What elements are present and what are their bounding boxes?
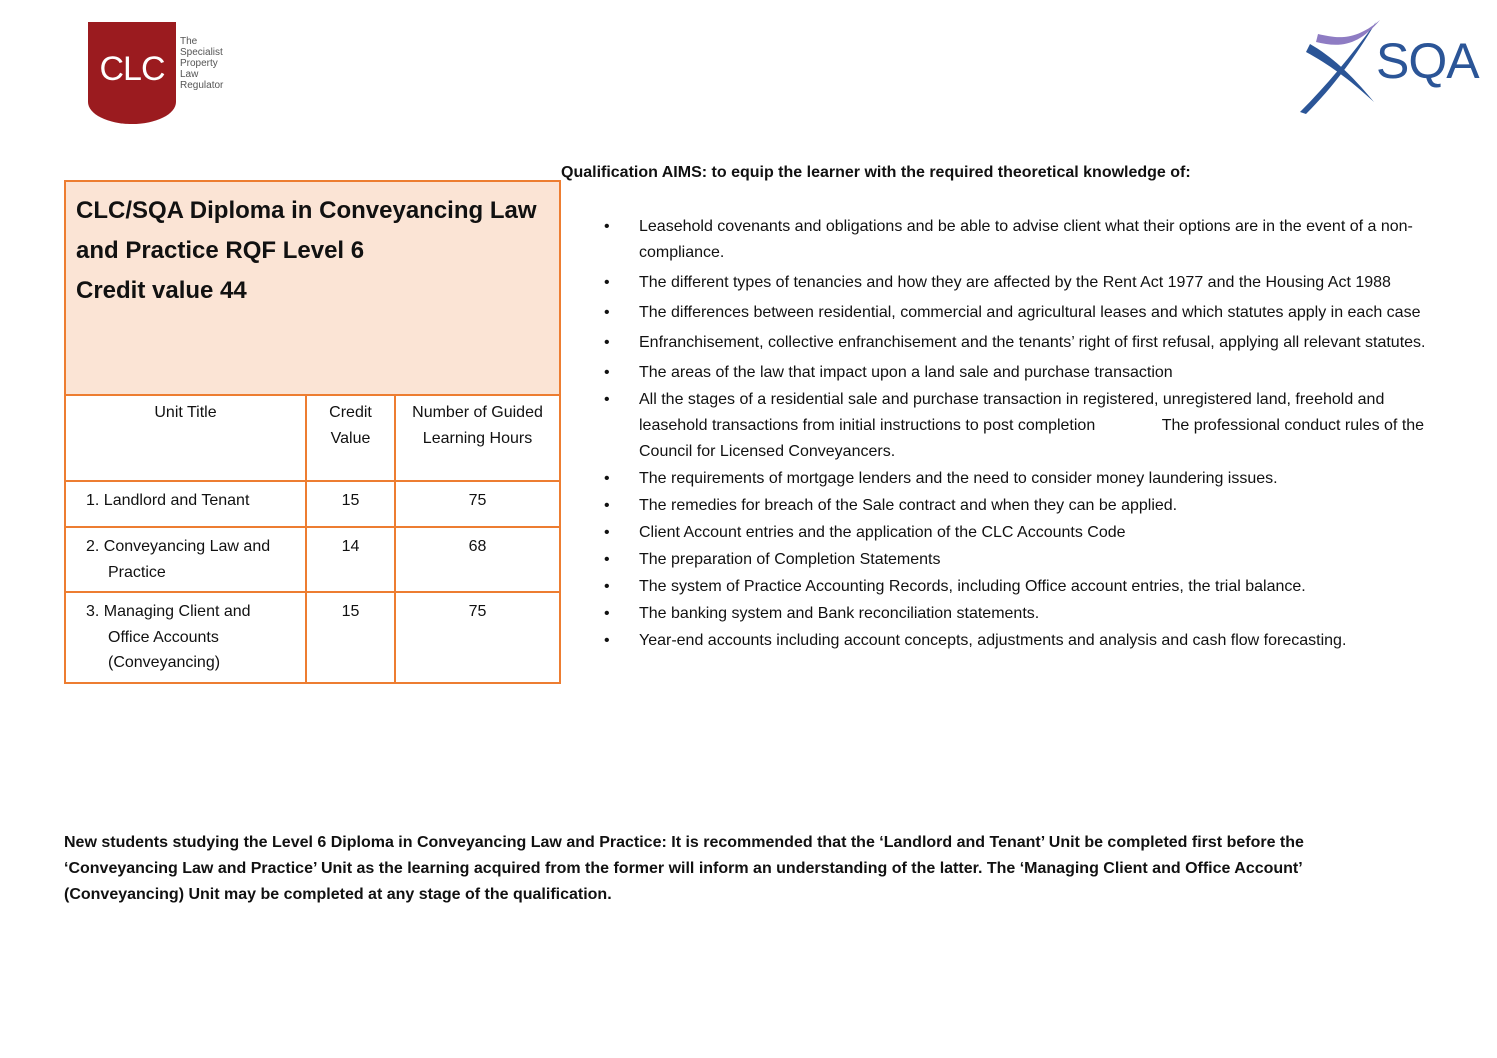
clc-tagline-line: The (180, 36, 198, 47)
list-item (604, 466, 1434, 492)
clc-tagline-line: Law (180, 69, 199, 80)
clc-mark-text: CLC (99, 50, 165, 88)
list-item (604, 601, 1434, 627)
guided-hours-cell: 68 (395, 527, 560, 592)
bullet-icon: • (604, 334, 610, 351)
table-header-row (65, 395, 560, 481)
table-row (65, 481, 560, 527)
aim-text: All the stages of a residential sale and purchase transaction in registered, unregistered land, freehold and leasehold transactions from initial instructions to post completion (639, 391, 1385, 434)
clc-tagline (180, 36, 250, 91)
aim-continuation-text: The professional conduct rules of the Council for Licensed Conveyancers. (639, 417, 1425, 460)
bullet-icon: • (604, 218, 610, 235)
clc-tagline-line: Regulator (180, 80, 224, 91)
aim-text: The areas of the law that impact upon a land sale and purchase transaction (639, 364, 1173, 381)
table-row (65, 592, 560, 683)
credit-value-cell: 15 (306, 592, 395, 683)
list-item (604, 547, 1434, 573)
aim-text: The remedies for breach of the Sale contract and when they can be applied. (639, 497, 1178, 514)
aim-text: The system of Practice Accounting Records, including Office account entries, the trial balance. (639, 578, 1306, 595)
list-item (604, 387, 1434, 465)
bullet-icon: • (604, 578, 610, 595)
guided-hours-cell: 75 (395, 592, 560, 683)
aim-text: The differences between residential, commercial and agricultural leases and which statutes apply in each case (639, 304, 1421, 321)
clc-shield-mark (88, 22, 176, 124)
bullet-icon: • (604, 274, 610, 291)
aims-heading: Qualification AIMS: to equip the learner with the required theoretical knowledge of: (561, 164, 1191, 181)
list-item (604, 214, 1434, 266)
unit-title: 2. Conveyancing Law and Practice (86, 538, 271, 581)
list-item (604, 300, 1434, 326)
list-item (604, 330, 1434, 356)
qualification-table (64, 180, 561, 684)
aim-text: Year-end accounts including account concepts, adjustments and analysis and cash flow forecasting. (639, 632, 1347, 649)
qualification-title-line: CLC/SQA Diploma in Conveyancing Law (76, 197, 537, 224)
bullet-icon: • (604, 304, 610, 321)
column-header-guided-hours: Number of Guided Learning Hours (395, 395, 560, 481)
saltire-icon (1296, 16, 1386, 116)
list-item (604, 628, 1434, 654)
bullet-icon: • (604, 632, 610, 649)
unit-title-cell (65, 527, 306, 592)
bullet-icon: • (604, 364, 610, 381)
list-item (604, 493, 1434, 519)
clc-tagline-line: Property (180, 58, 218, 69)
list-item (604, 520, 1434, 546)
clc-tagline-line: Specialist (180, 47, 223, 58)
aim-text: Enfranchisement, collective enfranchisement and the tenants’ right of first refusal, applying all relevant statutes. (639, 334, 1426, 351)
column-header-credit-value: Credit Value (306, 395, 395, 481)
qualification-title-cell (65, 181, 560, 395)
column-header-unit-title: Unit Title (65, 395, 306, 481)
sqa-logo (1296, 16, 1482, 116)
qualification-title (76, 191, 549, 311)
list-item (604, 360, 1434, 386)
credit-value-cell: 14 (306, 527, 395, 592)
bullet-icon: • (604, 551, 610, 568)
list-item (604, 574, 1434, 600)
unit-title-cell (65, 592, 306, 683)
aim-text: Client Account entries and the application of the CLC Accounts Code (639, 524, 1126, 541)
aim-text-wrapper (639, 387, 1434, 465)
list-item (604, 270, 1434, 296)
bullet-icon: • (604, 524, 610, 541)
clc-logo (88, 22, 248, 126)
bullet-icon: • (604, 391, 610, 408)
unit-title: 3. Managing Client and Office Accounts (Conveyancing) (86, 603, 251, 671)
bullet-icon: • (604, 605, 610, 622)
guided-hours-cell: 75 (395, 481, 560, 527)
sqa-mark-text: SQA (1376, 33, 1479, 89)
aim-text: The requirements of mortgage lenders and the need to consider money laundering issues. (639, 470, 1278, 487)
credit-value-cell: 15 (306, 481, 395, 527)
unit-title-cell (65, 481, 306, 527)
aim-text: The banking system and Bank reconciliation statements. (639, 605, 1040, 622)
aim-text: The different types of tenancies and how they are affected by the Rent Act 1977 and the Housing Act 1988 (639, 274, 1391, 291)
aims-list (604, 214, 1434, 655)
table-row (65, 527, 560, 592)
aim-text: The preparation of Completion Statements (639, 551, 941, 568)
qualification-title-line: and Practice RQF Level 6 (76, 237, 365, 264)
bullet-icon: • (604, 497, 610, 514)
bullet-icon: • (604, 470, 610, 487)
qualification-credit-line: Credit value 44 (76, 277, 247, 304)
unit-title: 1. Landlord and Tenant (86, 492, 250, 509)
aim-text: Leasehold covenants and obligations and be able to advise client what their options are in the event of a non-compliance. (639, 218, 1413, 261)
study-order-note: New students studying the Level 6 Diploma in Conveyancing Law and Practice: It is recommended that the ‘Landlord and Tenant’ Unit be completed first before the ‘Conveyancing Law and Practice’ Unit as the learning acquired from the former will inform an understanding of the latter. The ‘Managing Client and Office Account’ (Conveyancing) Unit may be completed at any stage of the qualification. (64, 834, 1304, 903)
